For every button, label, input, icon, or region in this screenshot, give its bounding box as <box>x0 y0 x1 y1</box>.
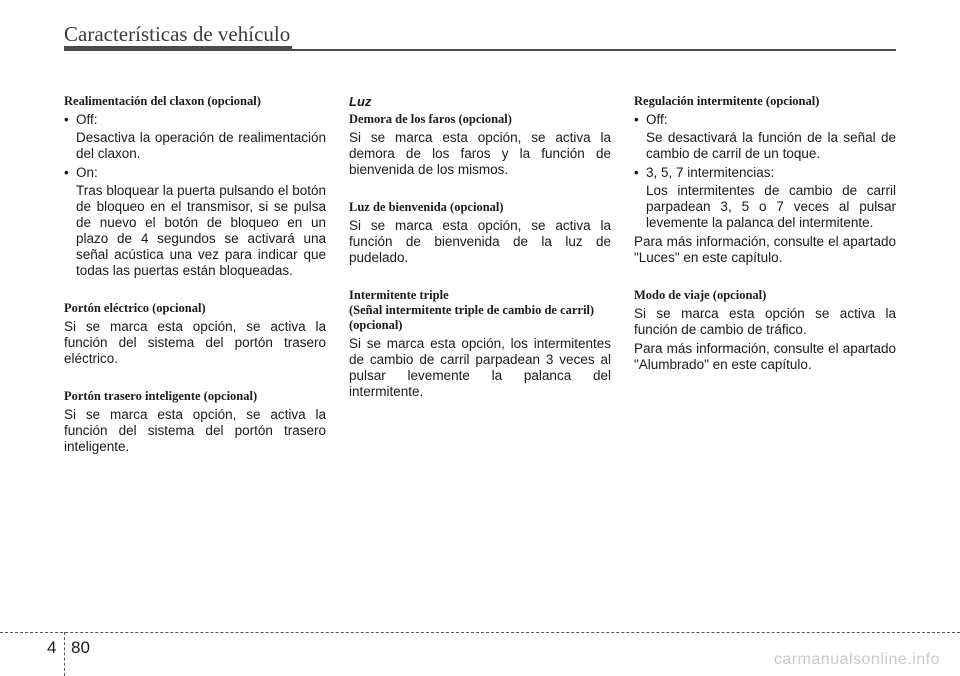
reg-off-bullet <box>634 112 896 128</box>
porton-heading: Portón eléctrico (opcional) <box>64 301 206 315</box>
page-number: 80 <box>71 638 90 657</box>
reg-357-bullet <box>634 165 896 181</box>
porton-inteligente-text: Si se marca esta opción, se activa la función del sistema del portón trasero inteligente. <box>64 407 326 454</box>
column-right <box>634 94 896 376</box>
column-middle <box>349 94 611 403</box>
bullet-icon: • <box>634 112 639 127</box>
viaje-more-text: Para más información, consulte el apartado "Alumbrado" en este capítulo. <box>634 341 896 372</box>
page-title: Características de vehículo <box>64 22 291 46</box>
header-rule-thick <box>64 46 292 51</box>
section-title-luz: Luz <box>349 94 372 109</box>
claxon-off-text: Desactiva la operación de realimentación del claxon. <box>76 130 326 161</box>
reg-357-text: Los intermitentes de cambio de carril parpadean 3, 5 o 7 veces al pulsar levemente la palanca del intermitente. <box>646 183 896 230</box>
bienvenida-text: Si se marca esta opción, se activa la función de bienvenida de la luz de pudelado. <box>349 218 611 265</box>
claxon-off-bullet <box>64 112 326 128</box>
porton-inteligente-heading: Portón trasero inteligente (opcional) <box>64 389 258 403</box>
claxon-on-text: Tras bloquear la puerta pulsando el botón de bloqueo en el transmisor, si se pulsa de nuevo el botón de bloqueo en un plazo de 4 segundos se activará una señal acústica una vez para indicar que todas las puertas están bloqueadas. <box>76 183 326 278</box>
bullet-icon: • <box>64 112 69 127</box>
triple-heading: Intermitente triple <box>349 288 449 302</box>
faros-heading: Demora de los faros (opcional) <box>349 112 512 126</box>
bienvenida-heading: Luz de bienvenida (opcional) <box>349 200 504 214</box>
chapter-number: 4 <box>47 638 57 657</box>
reg-off-text: Se desactivará la función de la señal de cambio de carril de un toque. <box>646 130 896 161</box>
column-left <box>64 94 326 458</box>
regulacion-heading: Regulación intermitente (opcional) <box>634 94 820 108</box>
footer-divider <box>64 632 65 676</box>
reg-more-text: Para más información, consulte el apartado "Luces" en este capítulo. <box>634 234 896 265</box>
claxon-off-label: Off: <box>76 112 98 127</box>
triple-subheading: (Señal intermitente triple de cambio de carril) (opcional) <box>349 303 595 332</box>
triple-text: Si se marca esta opción, los intermitentes de cambio de carril parpadean 3 veces al pulsar levemente la palanca del intermitente. <box>349 336 611 399</box>
claxon-heading: Realimentación del claxon (opcional) <box>64 94 261 108</box>
claxon-on-label: On: <box>76 165 98 180</box>
reg-off-label: Off: <box>646 112 668 127</box>
bullet-icon: • <box>64 165 69 180</box>
bullet-icon: • <box>634 165 639 180</box>
viaje-text: Si se marca esta opción se activa la función de cambio de tráfico. <box>634 306 896 337</box>
claxon-on-bullet <box>64 165 326 181</box>
header-rule-thin <box>292 49 896 51</box>
watermark-text: carmanualsonline.info <box>773 651 940 668</box>
faros-text: Si se marca esta opción, se activa la demora de los faros y la función de bienvenida de los mismos. <box>349 130 611 177</box>
footer-rule <box>0 632 960 633</box>
porton-text: Si se marca esta opción, se activa la función del sistema del portón trasero eléctrico. <box>64 319 326 366</box>
viaje-heading: Modo de viaje (opcional) <box>634 288 767 302</box>
reg-357-label: 3, 5, 7 intermitencias: <box>646 165 775 180</box>
